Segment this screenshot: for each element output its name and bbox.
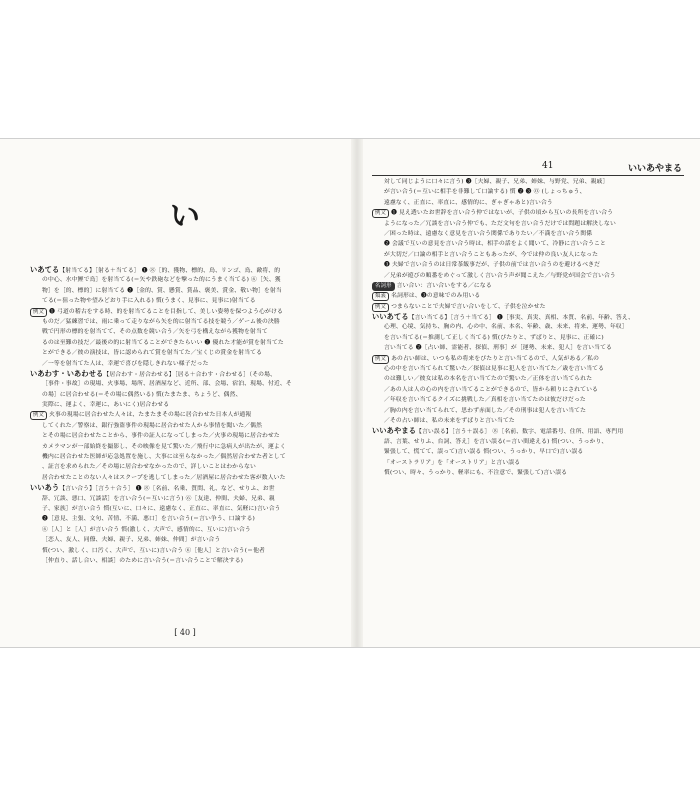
line-text: ［仲直り、話し合い、相談］のために言い合う(＝言い合うことで解決する) <box>42 557 244 564</box>
line-text: カメラマンが一部始終を撮影し、その映像を見て驚いた／飛行中に急病人が出たが、運よく <box>42 443 286 450</box>
line-text: 実際に、運よく、幸運に、あいにく)居合わせる <box>42 402 170 409</box>
line-text: 慣(つい、激しく、口汚く、大声で、互いに)言い合う ⑥［他人］と言い合う(＝他者 <box>42 547 265 554</box>
line-text: ／兄弟が遊びの順番をめぐって激しく言い合う声が聞こえた／与野党が国会で言い合う <box>384 272 616 279</box>
left-entries <box>30 265 340 566</box>
line-text: ／あの人は人の心の内を言い当てることができるので、皆から頼りにされている <box>384 386 598 393</box>
gutter <box>351 139 363 647</box>
entry-line <box>372 343 684 353</box>
entry-line <box>372 406 684 416</box>
entry-line <box>30 535 340 545</box>
line-text: 、証言を求められた／その場に居合わせなかったので、詳しいことはわからない <box>42 464 256 471</box>
entry-label-line <box>372 291 684 301</box>
line-text: 対して同じように口々に言う) ❸［夫婦、親子、兄弟、姉妹、与野党、兄弟、親戚］ <box>384 179 609 185</box>
line-text: 【言い誤る】［言う＋誤る］ ⑧［名前、数字、電話番号、住所、用語、専門用 <box>416 429 624 436</box>
line-text: のは難しい／彼女は私の本名を言い当てたので驚いた／正体を言い当てられた <box>384 376 593 383</box>
entry-line <box>30 327 340 337</box>
entry-line <box>372 229 684 239</box>
line-text: ／胸の内を言い当てられて、思わず赤面した／その刑事は犯人を言い当てた <box>384 407 587 414</box>
line-text: ［事件・事故］の現場、火事場、場所、居酒屋など、近所、部、会場、宿泊、現場、付近、そ <box>42 381 292 388</box>
page-folio: [ 40 ] <box>174 628 196 637</box>
entry-line <box>30 556 340 566</box>
line-text: ❶ 弓道の稽古をする時、的を射当てることを目指して、美しい姿勢を保つよう心がける <box>49 308 283 315</box>
line-text: してくれた／警察は、銀行強盗事件の現場に居合わせた人から事情を聞いた／偶然 <box>42 422 263 429</box>
entry-headword-line <box>30 265 340 275</box>
line-text: を言い当てる(＝推測して正しく当てる) 慣(ぴたりと、ずばりと、見事に、正確に) <box>384 334 604 341</box>
headword: いいあてる <box>372 312 409 322</box>
guide-word: いいあやまる <box>627 164 682 174</box>
label-badge: 例文 <box>372 209 389 218</box>
entry-label-line <box>30 307 340 317</box>
line-text: 【言い当てる】［言う＋当てる］ ❶［事実、真実、真相、本質、名前、年齢、答え、 <box>408 315 635 322</box>
entry-line <box>372 239 684 249</box>
entry-line <box>30 286 340 296</box>
line-text: 火事の現場に居合わせた人々は、たまたまその場に居合わせた日本人が通報 <box>49 412 252 419</box>
entry-line <box>30 452 340 462</box>
entry-line <box>30 473 340 483</box>
entry-line <box>30 359 340 369</box>
entry-line <box>30 400 340 410</box>
line-text: ／年収を言い当てるクイズに挑戦した／真相を言い当てたのは彼だけだった <box>384 397 586 404</box>
entry-line <box>372 416 684 426</box>
label-badge: 例文 <box>30 411 47 420</box>
entry-line <box>30 317 340 327</box>
line-text: ／困った時は、遠慮なく意見を言い合う関係でありたい／不満を言い合う関係 <box>384 230 593 237</box>
line-text: 戦で円形の標的を射当てて、その点数を競い合う／矢を弓を構えながら獲物を射当て <box>42 329 268 336</box>
entry-line <box>372 385 684 395</box>
line-text: 辞、冗談、悪口、冗談話］を言い合う(＝互いに言う) ⑥［友達、仲間、夫婦、兄弟、親 <box>42 495 275 502</box>
line-text: ❷ 会議で互いの意見を言い合う時は、相手の話をよく聞いて、冷静に言い合うこと <box>384 241 606 248</box>
entry-headword-line <box>372 426 684 436</box>
label-badge: 例文 <box>30 308 47 317</box>
page-number: 41 <box>542 161 554 171</box>
section-head: い <box>170 199 200 234</box>
line-text: ／一等を射当てた人は、幸運で喜びを隠しきれない様子だった <box>42 360 209 367</box>
headword: いあわす・いあわせる <box>30 368 104 378</box>
line-text: 心理、心境、気持ち、胸の内、心の中、名前、本名、年齢、歳、未来、将来、運勢、年収］ <box>384 324 628 331</box>
line-text: とその場に居合わせたことから、事件の証人になってしまった／火事の現場に居合わせた <box>42 433 280 440</box>
left-page <box>30 139 340 647</box>
entry-line <box>372 198 684 208</box>
headword: いいあやまる <box>372 426 417 436</box>
running-head <box>372 161 684 176</box>
entry-line <box>30 546 340 556</box>
entry-line <box>30 462 340 472</box>
entry-line <box>372 447 684 457</box>
line-text: ⑥［人］と［人］が言い合う 慣(激しく、大声で、感情的に、互いに)言い合う <box>42 526 251 533</box>
line-text: ようになった／冗談を言い合う仲でも、ただ文句を言い合うだけでは問題は解決しない <box>384 220 616 227</box>
line-text: ❷［意見、主張、文句、苦情、不満、悪口］を言い合う(＝言い争う、口論する) <box>42 516 255 523</box>
line-text: の場］に居合わせる(＝その場に偶然いる) 慣(たまたま、ちょうど、偶然、 <box>42 391 242 398</box>
line-text: てる(＝狙った物や望みどおり手に入れる) 慣(うまく、見事に、見事に)射当てる <box>42 298 256 305</box>
entry-headword-line <box>372 312 684 322</box>
entry-line <box>372 468 684 478</box>
entry-headword-line <box>30 483 340 493</box>
entry-headword-line <box>30 369 340 379</box>
line-text: ［恋人、友人、同僚、夫婦、親子、兄弟、姉妹、仲間］が言い合う <box>42 537 221 544</box>
right-page <box>372 139 684 647</box>
entry-line <box>372 437 684 447</box>
line-text: 機内に居合わせた医師が応急処置を施し、大事には至らなかった／偶然居合わせた者として <box>42 454 286 461</box>
label-badge: 類義 <box>372 292 389 301</box>
line-text: るのは至難の技だ／最後の的に射当てることができたらいい ❷ 優れた才能が賞を射当てた <box>42 339 284 346</box>
line-text: ／その占い師は、私の未来をずばりと言い当てた <box>384 417 515 424</box>
entry-line <box>372 364 684 374</box>
entry-line <box>30 442 340 452</box>
line-text: 子、家族］が言い合う 慣(互いに、口々に、遠慮なく、正直に、率直に、気軽に)言い合う <box>42 505 281 512</box>
entry-label-line <box>372 281 684 291</box>
entry-line <box>372 250 684 260</box>
line-text: 名詞形は、❸の意味でのみ用いる <box>391 293 481 300</box>
entry-line <box>30 296 340 306</box>
line-text: 「オーストラリア」を「オーストリア」と言い誤る <box>384 459 521 466</box>
line-text: 慣(つい、時々、うっかり、軽率にも、不注意で、緊張して)言い誤る <box>384 469 568 476</box>
line-text: 【居合わす・居合わせる】［居る＋合わす・合わせる］（その場、 <box>103 371 276 378</box>
label-badge: 例文 <box>372 355 389 364</box>
line-text: が言い合う(＝互いに相手を非難して口論する) 慣 ❷ ❸ ⓪ (しょっちゅう、 <box>384 189 586 196</box>
entry-line <box>372 271 684 281</box>
entry-line <box>30 421 340 431</box>
entry-line <box>30 348 340 358</box>
entry-line <box>372 322 684 332</box>
label-badge: 例文 <box>372 303 389 312</box>
entry-line <box>30 275 340 285</box>
entry-line <box>372 395 684 405</box>
line-text: つまらないことで夫婦で言い合いをして、子供を泣かせた <box>391 303 546 310</box>
entry-line <box>30 379 340 389</box>
line-text: ものだ／猛練習では、雨に乗って走りながら矢を的に射当てる技を競う／ゲーム後の決勝 <box>42 318 280 325</box>
line-text: あの占い師は、いつも私の将来をぴたりと言い当てるので、人気がある／私の <box>391 355 600 362</box>
line-text: の中心、水中鯉で鳥］を射当てる(＝矢や鉄砲などを撃った的にうまく当てる) ⑥［矢、獲 <box>42 277 281 284</box>
line-text: 言い合い：言い合いをする／になる <box>396 282 492 289</box>
right-entries <box>372 177 684 478</box>
entry-line <box>372 177 684 187</box>
entry-line <box>30 494 340 504</box>
entry-line <box>372 219 684 229</box>
entry-line <box>30 504 340 514</box>
entry-line <box>30 525 340 535</box>
entry-line <box>30 514 340 524</box>
entry-line <box>372 333 684 343</box>
line-text: 【言い合う】［言う＋合う］ ❶ ⑧［名前、名乗、質問、礼、など、せりふ、お世 <box>59 486 275 493</box>
entry-line <box>372 374 684 384</box>
line-text: 語、言葉、せりふ、台詞、答え］を言い誤る(＝言い間違える) 慣(つい、うっかり、 <box>384 438 608 445</box>
line-text: ❶ 見え透いたお世辞を言い合う仲ではないが、子供の頃から互いの長所を言い合う <box>391 210 614 217</box>
dictionary-spread <box>0 138 700 648</box>
entry-label-line <box>372 208 684 218</box>
line-text: 心の中を言い当てられて驚いた／探偵は見事に犯人を言い当てた／歳を言い当てる <box>384 366 605 373</box>
entry-line <box>372 260 684 270</box>
entry-line <box>30 338 340 348</box>
line-text: 物］を［的、標的］に射当てる ❷［金的、賞、懸賞、賞品、褒美、賞金、敬い物］を射当 <box>42 287 282 294</box>
line-text: 遠慮なく、正直に、率直に、感情的に、ぎゃぎゃあと)言い合う <box>384 199 553 206</box>
line-text: ❸ 夫婦で言い合うのは日常茶飯事だが、子供の前では言い合うのを避けるべきだ <box>384 262 601 269</box>
entry-label-line <box>30 410 340 420</box>
line-text: 【射当てる】［射る＋当てる］ ❶ ⑧［的、獲物、標的、鳥、リンゴ、鳥、敵将、的 <box>59 268 281 274</box>
entry-line <box>372 458 684 468</box>
line-text: 緊張して、慌てて、誤って)言い誤る 慣(つい、うっかり、早口で)言い誤る <box>384 449 584 456</box>
entry-line <box>30 390 340 400</box>
line-text: 居合わせたことのない人々はスクープを逃してしまった／居酒屋に居合わせた客が数人いた <box>42 474 286 481</box>
line-text: 言い当てる ❷［占い師、霊能者、探偵、刑事］が［運勢、未来、犯人］を言い当てる <box>384 345 612 352</box>
entry-label-line <box>372 302 684 312</box>
entry-line <box>372 187 684 197</box>
headword: いいあう <box>30 483 60 493</box>
headword: いあてる <box>30 265 60 274</box>
label-badge: 名詞形 <box>372 282 395 291</box>
entry-label-line <box>372 354 684 364</box>
entry-line <box>30 431 340 441</box>
line-text: とができる／彼の演技は、皆に認められて賞を射当てた／宝くじの賞金を射当てる <box>42 350 263 357</box>
line-text: が大切だ／口論の相手と言い合うこともあったが、今では仲の良い友人になった <box>384 251 599 258</box>
